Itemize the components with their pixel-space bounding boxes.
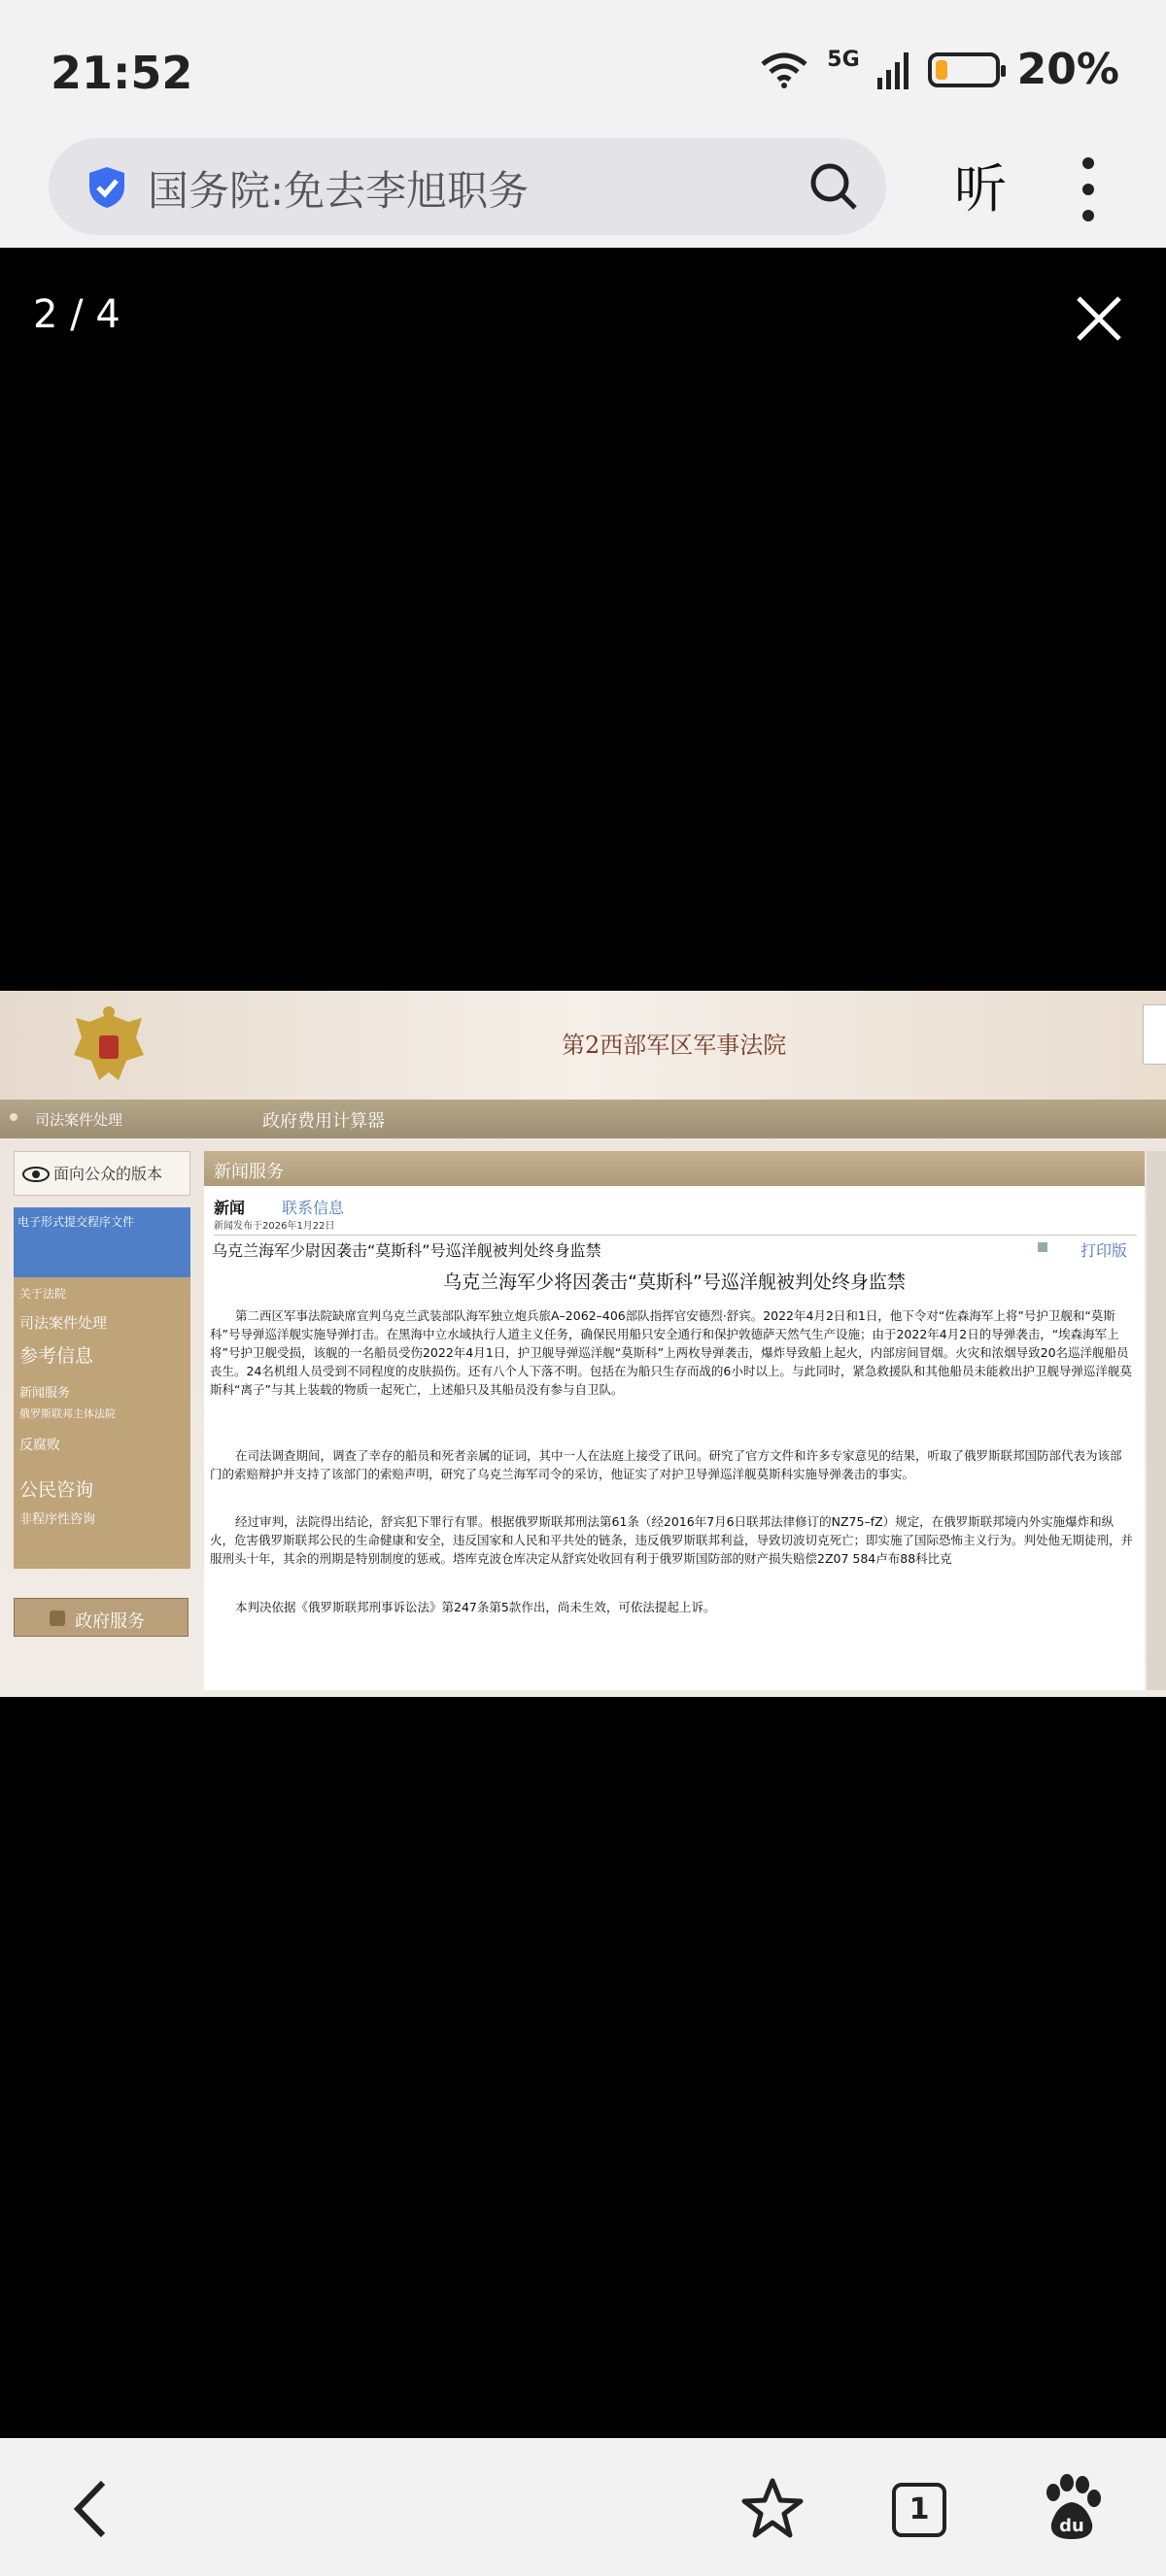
article-paragraph-1: 第二西区军事法院缺席宣判乌克兰武装部队海军独立炮兵旅A–2062–406部队指挥官安德烈·舒宾。2022年4月2日和1日，他下令对“佐森海军上将”号护卫舰和“莫斯科”号导弹巡洋舰实施导弹打击。在黑海中立水域执行人道主义任务，确保民用船只安全通行和保护敦德萨天然气生产设施；由于2022年4月2日的导弹袭击，“埃森海军上将”号护卫舰受损，该舰的一名船员受伤2022年4月1日，护卫舰导弹巡洋舰“莫斯科”上两枚导弹袭击，爆炸导致船上起火，内部房间冒烟。火灾和浓烟导致20名巡洋舰船员丧生。24名机组人员受到不同程度的皮肤损伤。还有八个人下落不明。包括在为船只生存而战的6小时以上。与此同时，紧急救援队和其他船员未能救出护卫舰导弹巡洋舰莫斯科“离子”与其上装载的物质一起死亡，上述船只及其船员没有参与自卫队。 [210, 1308, 1132, 1397]
article-paragraph-4: 本判决依据《俄罗斯联邦刑事诉讼法》第247条第5款作出，尚未生效，可依法提起上诉。 [235, 1600, 716, 1614]
sidebar-item-nonprocedural[interactable]: 非程序性咨询 [19, 1512, 96, 1527]
eye-icon [22, 1166, 50, 1183]
battery-icon [928, 52, 1000, 87]
court-title: 第2西部军区军事法院 [562, 1032, 787, 1059]
news-section-title: 新闻服务 [214, 1162, 284, 1182]
court-sidebar [14, 1151, 190, 1685]
sidebar-item-reference[interactable]: 参考信息 [19, 1345, 94, 1367]
bottom-nav [0, 2438, 1166, 2576]
tab-count: 1 [909, 2492, 930, 2526]
gov-services-label: 政府服务 [75, 1611, 145, 1632]
sidebar-item-citizen[interactable]: 公民咨询 [19, 1479, 94, 1501]
star-icon[interactable] [738, 2477, 806, 2541]
emblem-icon [50, 1610, 65, 1626]
close-icon[interactable] [1075, 294, 1123, 343]
article-headline: 乌克兰海军少尉因袭击“莫斯科”号巡洋舰被判处终身监禁 [212, 1241, 601, 1260]
network-type: 5G [827, 48, 860, 72]
e-filing-banner[interactable] [14, 1207, 190, 1277]
news-content [204, 1151, 1145, 1690]
russian-emblem-icon [68, 1004, 150, 1088]
image-viewer [0, 248, 1166, 2438]
article-paragraph-2: 在司法调查期间，调查了幸存的船员和死者亲属的证词，其中一人在法庭上接受了讯问。研究了官方文件和许多专家意见的结果，听取了俄罗斯联邦国防部代表为该部门的索赔辩护并支持了该部门的索赔声明，研究了乌克兰海军司令的采访，他证实了对护卫导弹巡洋舰莫斯科实施导弹袭击的事实。 [210, 1448, 1122, 1481]
court-header [0, 991, 1166, 1100]
search-bar[interactable] [49, 138, 886, 235]
accessible-version-label: 面向公众的版本 [53, 1165, 163, 1183]
cropped-panel [1143, 1004, 1166, 1065]
shield-icon [86, 165, 128, 210]
sidebar-menu [14, 1277, 190, 1569]
divider [214, 1235, 1137, 1236]
article-paragraph-3: 经过审判，法院得出结论，舒宾犯下罪行有罪。根据俄罗斯联邦刑法第61条（经2016年7月6日联邦法律修订的NZ75–fZ）规定，在俄罗斯联邦境内外实施爆炸和纵火，危害俄罗斯联邦公民的生命健康和安全，违反国家和人民和平共处的链条，违反俄罗斯联邦利益，导致切波切克死亡；即实施了国际恐怖主义行为。判处他无期徒刑，并服刑头十年，其余的刑期是特别制度的惩戒。塔库克波仓库决定从舒宾处收回有利于俄罗斯国防部的财产损失赔偿2Z07 584卢布88科比克 [210, 1514, 1134, 1566]
nav-bullet-icon [10, 1113, 17, 1121]
signal-icon [877, 51, 910, 89]
baidu-icon[interactable] [1040, 2473, 1104, 2543]
photo-court-page[interactable] [0, 991, 1166, 1697]
accessible-version-button[interactable] [14, 1151, 190, 1196]
tab-contact[interactable]: 联系信息 [282, 1199, 345, 1217]
print-link[interactable]: 打印版 [1080, 1241, 1128, 1260]
sidebar-item-news[interactable]: 新闻服务 [19, 1386, 71, 1401]
more-icon[interactable] [1080, 155, 1096, 223]
publish-date: 新闻发布于2026年1月22日 [214, 1221, 335, 1232]
browser-toolbar [0, 126, 1166, 248]
tabs-icon[interactable] [892, 2483, 946, 2537]
court-navbar [0, 1100, 1166, 1138]
listen-button[interactable]: 听 [954, 158, 1007, 220]
status-icons [759, 45, 1119, 94]
print-icon[interactable] [1038, 1242, 1047, 1252]
wifi-icon [759, 51, 809, 89]
battery-level [936, 60, 947, 80]
image-counter: 2 / 4 [33, 292, 120, 337]
status-bar [0, 0, 1166, 146]
cropped-edge [1147, 1151, 1166, 1690]
nav-fee-calculator[interactable]: 政府费用计算器 [262, 1111, 385, 1132]
tab-news[interactable]: 新闻 [214, 1199, 246, 1217]
e-filing-label: 电子形式提交程序文件 [17, 1215, 135, 1229]
search-query[interactable]: 国务院:免去李旭职务 [148, 167, 530, 215]
sidebar-item-cases[interactable]: 司法案件处理 [19, 1314, 108, 1332]
nav-case-processing[interactable]: 司法案件处理 [35, 1111, 123, 1129]
search-icon[interactable] [808, 161, 859, 212]
sidebar-item-regional-courts[interactable]: 俄罗斯联邦主体法院 [19, 1407, 116, 1420]
back-icon[interactable] [68, 2477, 117, 2541]
gov-services-button[interactable] [14, 1598, 189, 1637]
sidebar-item-anticorruption[interactable]: 反腐败 [19, 1438, 60, 1453]
news-section-header [204, 1151, 1145, 1186]
article-title: 乌克兰海军少将因袭击“莫斯科”号巡洋舰被判处终身监禁 [443, 1271, 906, 1293]
clock: 21:52 [51, 47, 193, 99]
svg-text:du: du [1059, 2516, 1084, 2536]
sidebar-item-about[interactable]: 关于法院 [19, 1287, 67, 1301]
battery-percent: 20% [1016, 45, 1119, 94]
